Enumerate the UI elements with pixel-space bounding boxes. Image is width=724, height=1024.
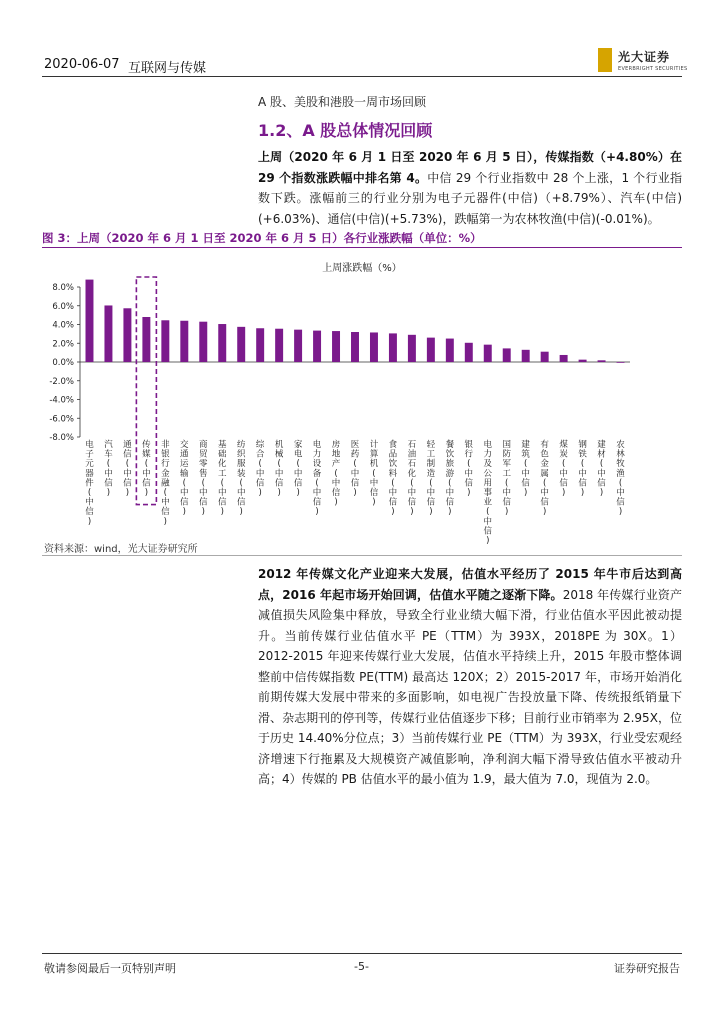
x-tick-label: 餐饮旅游(中信) bbox=[445, 440, 455, 518]
bar bbox=[313, 331, 321, 362]
x-tick-label: 建材(中信) bbox=[597, 440, 606, 498]
x-tick-label: 汽车(中信) bbox=[104, 440, 113, 498]
x-tick-label: 非银行金融(中信) bbox=[161, 440, 170, 527]
logo-mark-icon bbox=[598, 48, 612, 72]
intro-text: 中信 29 个行业指数中 28 个上涨，1 个行业指数下跌。涨幅前三的行业分别为电子元器件(中信)（+8.79%）、汽车(中信)(+6.03%)、通信(中信)(+5.73%)，跌幅第一为农林牧渔(中信)(-0.01%)。 bbox=[258, 170, 683, 226]
bar bbox=[256, 328, 264, 362]
bar bbox=[294, 330, 302, 362]
body-paragraph bbox=[258, 564, 682, 790]
x-tick-label: 电力设备(中信) bbox=[312, 440, 322, 518]
report-date: 2020-06-07 bbox=[44, 57, 120, 72]
figure-title-rule bbox=[42, 247, 682, 248]
x-tick-label: 建筑(中信) bbox=[521, 440, 530, 498]
bar bbox=[465, 343, 473, 362]
section-heading: 1.2、A 股总体情况回顾 bbox=[258, 121, 433, 140]
bar bbox=[427, 338, 435, 362]
x-tick-label: 钢铁(中信) bbox=[578, 440, 587, 498]
intro-paragraph bbox=[258, 147, 682, 229]
x-tick-label: 综合(中信) bbox=[255, 440, 265, 498]
x-tick-label: 煤炭(中信) bbox=[559, 440, 568, 498]
bar bbox=[123, 308, 131, 362]
x-tick-label: 交通运输(中信) bbox=[180, 440, 189, 518]
x-tick-label: 食品饮料(中信) bbox=[388, 440, 398, 518]
section-subtitle: A 股、美股和港股一周市场回顾 bbox=[258, 95, 427, 109]
x-tick-label: 商贸零售(中信) bbox=[199, 440, 208, 518]
y-tick-label: 2.0% bbox=[52, 339, 74, 350]
bar bbox=[541, 352, 549, 362]
bar bbox=[446, 339, 454, 362]
x-tick-label: 家电(中信) bbox=[293, 440, 303, 498]
x-tick-label: 传媒(中信) bbox=[142, 440, 151, 498]
bar bbox=[351, 332, 359, 362]
page-number: -5- bbox=[354, 960, 369, 973]
figure-source: 资料来源：wind，光大证券研究所 bbox=[44, 544, 198, 555]
bar bbox=[560, 355, 568, 362]
header-rule bbox=[42, 76, 682, 77]
bar bbox=[522, 350, 530, 362]
x-tick-label: 银行(中信) bbox=[464, 440, 474, 498]
x-tick-label: 基础化工(中信) bbox=[217, 440, 227, 518]
body-text: 2018 年传媒行业资产减值损失风险集中释放，导致全行业业绩大幅下滑，行业估值水平因此被动提升。当前传媒行业估值水平 PE（TTM）为 393X，2018PE 为 30X。1）2012-2015 年迎来传媒行业大发展，估值水平持续上升，2015 年股市整体调整前中信传媒指数 PE(TTM) 最高达 120X；2）2015-2017 年，市场开始消化前期传媒大发展中带来的多面影响，如电视广告投放量下降、传统报纸销量下滑、杂志期刊的停刊等，传媒行业估值逐步下移；目前行业市销率为 2.95X，位于历史 14.40%分位点；3）当前传媒行业 PE（TTM）为 393X，行业受宏观经济增速下行拖累及大规模资产减值影响，净利润大幅下滑导致估值水平被动升高；4）传媒的 PB 估值水平的最小值为 1.9，最大值为 7.0，现值为 2.0。 bbox=[258, 587, 682, 786]
bar bbox=[484, 345, 492, 362]
footer-rule bbox=[42, 953, 682, 954]
x-tick-label: 电力及公用事业(中信) bbox=[483, 440, 493, 546]
y-tick-label: 8.0% bbox=[52, 283, 74, 293]
bar bbox=[275, 329, 283, 362]
figure-bottom-rule bbox=[42, 555, 682, 556]
y-tick-label: 4.0% bbox=[52, 320, 74, 331]
bar bbox=[104, 305, 112, 362]
industry-change-chart bbox=[42, 255, 682, 546]
bar bbox=[142, 317, 150, 362]
y-tick-label: 6.0% bbox=[52, 301, 74, 312]
x-tick-label: 房地产(中信) bbox=[331, 440, 341, 508]
x-tick-label: 国防军工(中信) bbox=[502, 440, 511, 518]
x-tick-label: 计算机(中信) bbox=[369, 440, 379, 508]
chart-title: 上周涨跌幅（%） bbox=[322, 263, 402, 274]
footer-disclaimer: 敬请参阅最后一页特别声明 bbox=[44, 962, 176, 975]
bar bbox=[199, 322, 207, 362]
bar bbox=[389, 333, 397, 362]
y-tick-label: -6.0% bbox=[49, 414, 74, 425]
x-tick-label: 轻工制造(中信) bbox=[426, 440, 436, 518]
bar bbox=[598, 360, 606, 362]
intro-bold: 上周（2020 年 6 月 1 日至 2020 年 6 月 5 日），传媒指数（+4.80%）在 29 个指数涨跌幅中排名第 4。 bbox=[258, 150, 682, 185]
x-tick-label: 石油石化(中信) bbox=[407, 440, 417, 518]
x-tick-label: 机械(中信) bbox=[274, 440, 284, 498]
x-tick-label: 纺织服装(中信) bbox=[236, 440, 246, 518]
bar bbox=[370, 332, 378, 362]
figure-title: 图 3：上周（2020 年 6 月 1 日至 2020 年 6 月 5 日）各行业涨跌幅（单位：%） bbox=[42, 231, 482, 245]
body-bold: 2012 年传媒文化产业迎来大发展，估值水平经历了 2015 年牛市后达到高点，2016 年起市场开始回调，估值水平随之逐渐下降。 bbox=[258, 567, 682, 602]
y-tick-label: -8.0% bbox=[49, 433, 74, 443]
bar bbox=[503, 348, 511, 362]
logo-subtext: EVERBRIGHT SECURITIES bbox=[618, 66, 688, 72]
x-tick-label: 通信(中信) bbox=[123, 440, 132, 498]
bar bbox=[161, 320, 169, 362]
bar bbox=[218, 324, 226, 362]
x-tick-label: 有色金属(中信) bbox=[540, 440, 549, 518]
bar bbox=[180, 321, 188, 362]
x-tick-label: 医药(中信) bbox=[350, 440, 360, 498]
x-tick-label: 电子元器件(中信) bbox=[85, 440, 94, 527]
y-tick-label: 0.0% bbox=[52, 358, 74, 368]
bar bbox=[237, 327, 245, 362]
bar bbox=[332, 331, 340, 362]
footer-report-type: 证券研究报告 bbox=[614, 962, 680, 975]
logo-text: 光大证券 bbox=[618, 50, 671, 64]
bar bbox=[408, 335, 416, 362]
bar bbox=[86, 280, 94, 362]
x-tick-label: 农林牧渔(中信) bbox=[616, 440, 625, 518]
report-sector: 互联网与传媒 bbox=[128, 61, 207, 76]
y-tick-label: -2.0% bbox=[49, 376, 74, 387]
y-tick-label: -4.0% bbox=[49, 395, 74, 406]
bar bbox=[617, 362, 625, 363]
bar bbox=[579, 360, 587, 362]
